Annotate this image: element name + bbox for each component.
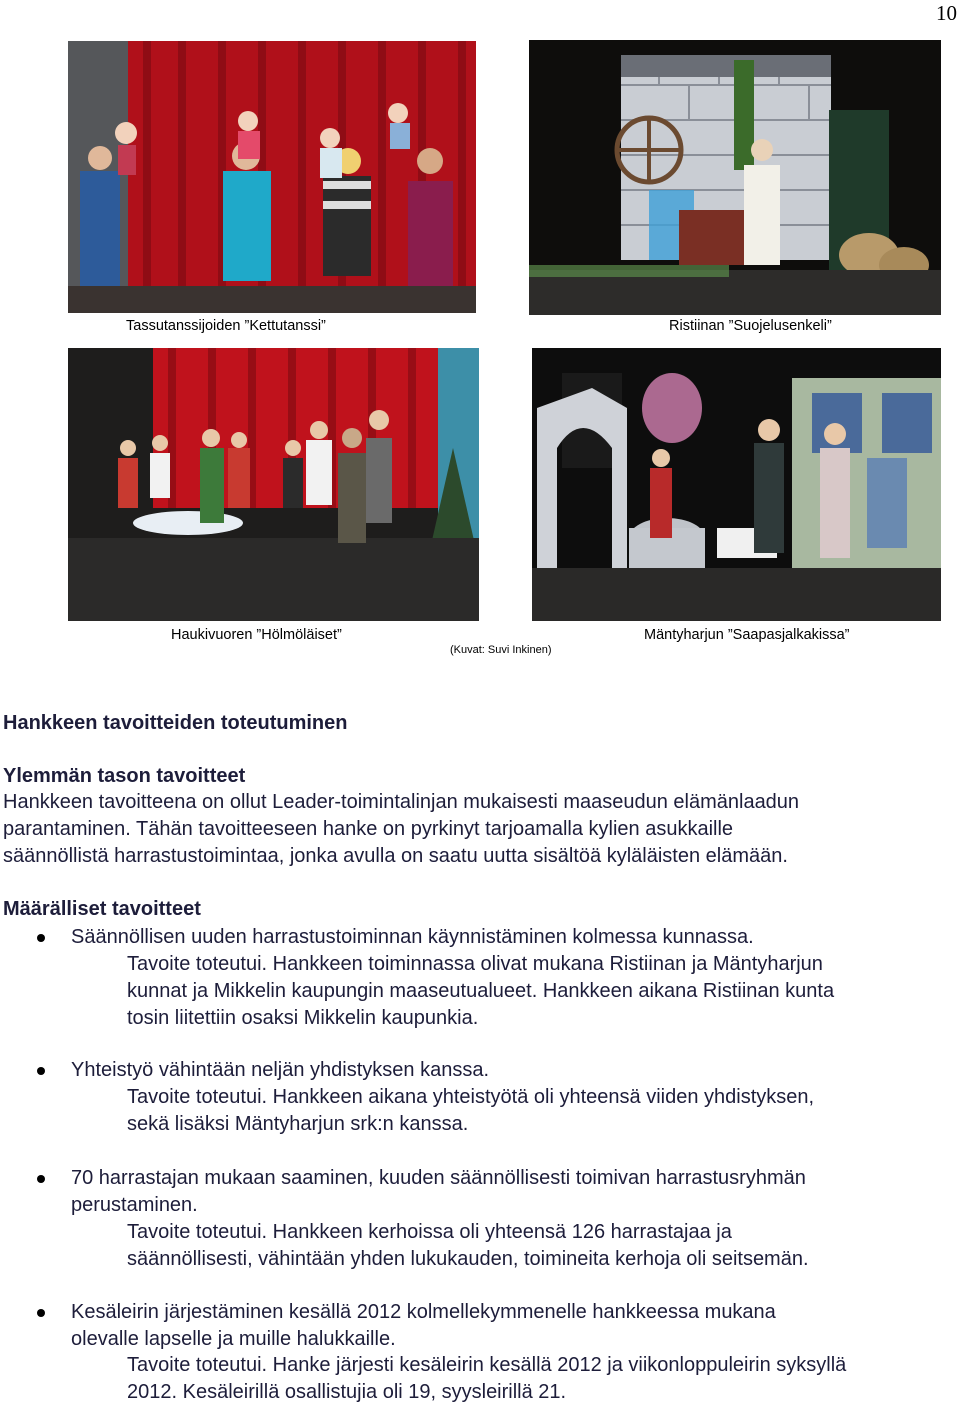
photo-suojelusenkeli [529,40,941,315]
photo-saapasjalkakissa [532,348,941,621]
goal-line: 70 harrastajan mukaan saaminen, kuuden säännöllisesti toimivan harrastusryhmän [71,1167,806,1189]
goal-result [127,1219,809,1273]
goal-text [71,1299,776,1353]
bullet [37,1175,45,1183]
goal-line: perustaminen. [71,1194,198,1216]
result-line: Tavoite toteutui. Hankkeen aikana yhteistyötä oli yhteensä viiden yhdistyksen, [127,1086,815,1108]
result-line: 2012. Kesäleirillä osallistujia oli 19, syysleirillä 21. [127,1381,567,1403]
bullet [37,1309,45,1317]
bullet [37,1067,45,1075]
result-line: säännöllisesti, vähintään yhden lukukauden, toimineita kerhoja oli seitsemän. [127,1248,809,1270]
result-line: Tavoite toteutui. Hankkeen kerhoissa oli yhteensä 126 harrastajaa ja [127,1221,732,1243]
result-line: Tavoite toteutui. Hanke järjesti kesäleirin kesällä 2012 ja viikonloppuleirin syksyllä [127,1354,847,1376]
photo-credit: (Kuvat: Suvi Inkinen) [450,644,552,656]
goal-result [127,1084,814,1138]
goal-line: olevalle lapselle ja muille halukkaille. [71,1328,396,1350]
photo-kettutanssi [68,41,476,313]
photo-caption: Haukivuoren ”Hölmöläiset” [171,627,342,643]
paragraph-line: säännöllistä harrastustoimintaa, jonka avulla on saatu uutta sisältöä kyläläisten elämään. [3,845,788,867]
photo-caption: Mäntyharjun ”Saapasjalkakissa” [644,627,850,643]
goal-line: Kesäleirin järjestäminen kesällä 2012 kolmellekymmenelle hankkeessa mukana [71,1301,776,1323]
goal-text [71,1165,806,1219]
goal-result [127,1352,846,1406]
subheading-upper-goals: Ylemmän tason tavoitteet [3,765,246,787]
page-number: 10 [936,1,957,25]
upper-goals-paragraph [3,789,953,870]
result-line: tosin liitettiin osaksi Mikkelin kaupunkia. [127,1007,479,1029]
paragraph-line: Hankkeen tavoitteena on ollut Leader-toimintalinjan mukaisesti maaseudun elämänlaadun [3,791,800,813]
goal-line: Yhteistyö vähintään neljän yhdistyksen kanssa. [71,1059,490,1081]
result-line: sekä lisäksi Mäntyharjun srk:n kanssa. [127,1113,469,1135]
goal-text [71,1057,489,1084]
result-line: Tavoite toteutui. Hankkeen toiminnassa olivat mukana Ristiinan ja Mäntyharjun [127,953,823,975]
section-heading: Hankkeen tavoitteiden toteutuminen [3,712,348,734]
photo-holmolaiset [68,348,479,621]
bullet [37,934,45,942]
goal-line: Säännöllisen uuden harrastustoiminnan käynnistäminen kolmessa kunnassa. [71,926,754,948]
result-line: kunnat ja Mikkelin kaupungin maaseutualueet. Hankkeen aikana Ristiinan kunta [127,980,835,1002]
photo-caption: Tassutanssijoiden ”Kettutanssi” [126,318,326,334]
goal-result [127,951,834,1032]
goal-text [71,924,754,951]
photo-caption: Ristiinan ”Suojelusenkeli” [669,318,832,334]
paragraph-line: parantaminen. Tähän tavoitteeseen hanke on pyrkinyt tarjoamalla kylien asukkaille [3,818,734,840]
subheading-quantitative-goals: Määrälliset tavoitteet [3,898,201,920]
